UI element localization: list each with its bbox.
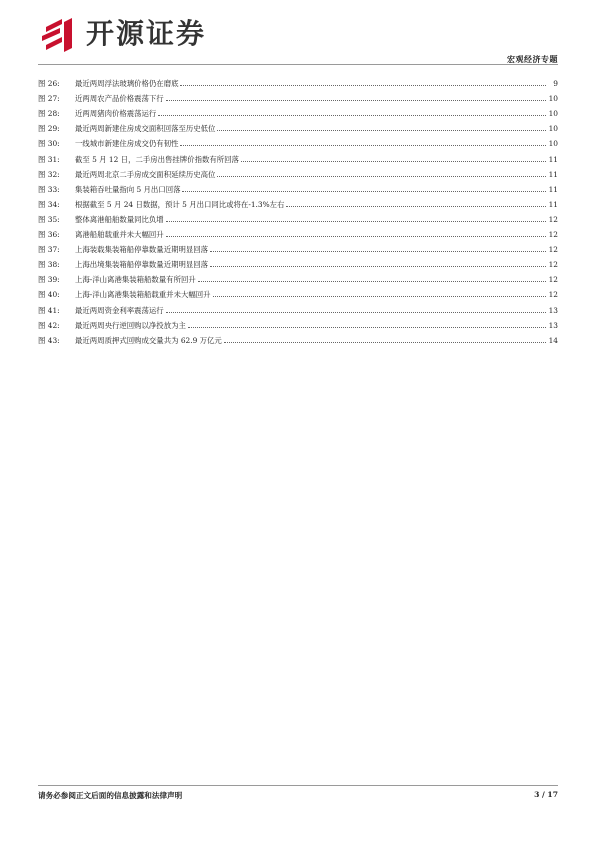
toc-dot-leader [180, 85, 546, 86]
toc-figure-title: 集装箱吞吐量指向 5 月出口回落 [75, 184, 181, 194]
toc-entry[interactable] [38, 118, 558, 133]
toc-entry[interactable] [38, 164, 558, 179]
toc-page-number: 12 [548, 260, 558, 270]
toc-dot-leader [166, 221, 546, 222]
toc-figure-label: 图 33: [38, 184, 60, 194]
toc-page-number: 12 [548, 214, 558, 224]
toc-figure-label: 图 26: [38, 79, 60, 89]
toc-entry[interactable] [38, 284, 558, 299]
toc-figure-title: 最近两周央行逆回购以净投放为主 [75, 320, 186, 330]
toc-figure-label: 图 30: [38, 139, 60, 149]
toc-page-number: 14 [548, 335, 558, 345]
toc-figure-title: 最近两周质押式回购成交量共为 62.9 万亿元 [75, 335, 222, 345]
toc-entry[interactable] [38, 73, 558, 88]
toc-page-number: 10 [548, 94, 558, 104]
toc-entry[interactable] [38, 194, 558, 209]
toc-figure-label: 图 42: [38, 320, 60, 330]
toc-figure-label: 图 38: [38, 260, 60, 270]
toc-entry[interactable] [38, 315, 558, 330]
page-header [38, 14, 558, 62]
toc-page-number: 12 [548, 290, 558, 300]
toc-entry[interactable] [38, 133, 558, 148]
toc-figure-label: 图 32: [38, 169, 60, 179]
toc-dot-leader [217, 130, 546, 131]
toc-dot-leader [166, 312, 546, 313]
toc-dot-leader [217, 176, 546, 177]
toc-entry[interactable] [38, 330, 558, 345]
toc-entry[interactable] [38, 224, 558, 239]
toc-figure-label: 图 28: [38, 109, 60, 119]
toc-dot-leader [198, 281, 546, 282]
header-divider [38, 64, 558, 65]
toc-figure-title: 根据截至 5 月 24 日数据，预计 5 月出口同比或将在-1.3%左右 [75, 199, 285, 209]
toc-page-number: 10 [548, 124, 558, 134]
page-number: 3 / 17 [534, 790, 558, 799]
toc-figure-label: 图 34: [38, 199, 60, 209]
toc-figure-label: 图 43: [38, 335, 60, 345]
toc-page-number: 9 [553, 79, 558, 89]
toc-entry[interactable] [38, 239, 558, 254]
logo-mark-icon [38, 14, 78, 54]
toc-dot-leader [188, 327, 546, 328]
toc-entry[interactable] [38, 299, 558, 314]
footer-disclaimer: 请务必参阅正文后面的信息披露和法律声明 [38, 791, 183, 800]
toc-dot-leader [158, 115, 546, 116]
toc-entry[interactable] [38, 103, 558, 118]
toc-dot-leader [210, 266, 546, 267]
toc-figure-title: 离港船舶载重并未大幅回升 [75, 230, 164, 240]
toc-figure-title: 最近两周资金利率震荡运行 [75, 305, 164, 315]
report-type-label: 宏观经济专题 [507, 54, 558, 64]
toc-figure-label: 图 27: [38, 94, 60, 104]
toc-entry[interactable] [38, 148, 558, 163]
toc-page-number: 11 [548, 184, 558, 194]
toc-figure-title: 最近两周浮法玻璃价格仍在磨底 [75, 79, 179, 89]
toc-figure-label: 图 41: [38, 305, 60, 315]
toc-figure-label: 图 39: [38, 275, 60, 285]
toc-figure-title: 一线城市新建住房成交仍有韧性 [75, 139, 179, 149]
toc-entry[interactable] [38, 88, 558, 103]
toc-figure-label: 图 35: [38, 214, 60, 224]
toc-entry[interactable] [38, 179, 558, 194]
toc-entry[interactable] [38, 209, 558, 224]
figure-index [38, 73, 558, 345]
toc-figure-label: 图 40: [38, 290, 60, 300]
toc-page-number: 13 [548, 320, 558, 330]
toc-entry[interactable] [38, 254, 558, 269]
toc-page-number: 12 [548, 230, 558, 240]
toc-dot-leader [210, 251, 546, 252]
toc-figure-title: 截至 5 月 12 日，二手房出售挂牌价指数有所回落 [75, 154, 239, 164]
toc-figure-title: 近两周农产品价格震荡下行 [75, 94, 164, 104]
toc-figure-title: 最近两周新建住房成交面积回落至历史低位 [75, 124, 216, 134]
brand-logo [38, 14, 238, 54]
brand-name: 开源证券 [86, 17, 207, 50]
toc-page-number: 11 [548, 199, 558, 209]
toc-page-number: 13 [548, 305, 558, 315]
toc-page-number: 10 [548, 139, 558, 149]
toc-figure-title: 上海-洋山离港集装箱船数量有所回升 [75, 275, 196, 285]
footer-divider [38, 785, 558, 786]
toc-entry[interactable] [38, 269, 558, 284]
toc-dot-leader [182, 191, 546, 192]
toc-figure-label: 图 36: [38, 230, 60, 240]
toc-figure-title: 上海装载集装箱船停靠数量近期明显回落 [75, 245, 209, 255]
toc-dot-leader [213, 296, 546, 297]
toc-page-number: 11 [548, 169, 558, 179]
toc-figure-label: 图 37: [38, 245, 60, 255]
toc-figure-title: 近两周猪肉价格震荡运行 [75, 109, 157, 119]
toc-figure-title: 整体离港船舶数量同比负增 [75, 214, 164, 224]
toc-dot-leader [286, 206, 546, 207]
toc-dot-leader [166, 236, 546, 237]
toc-figure-title: 上海出境集装箱船停靠数量近期明显回落 [75, 260, 209, 270]
toc-figure-title: 最近两周北京二手房成交面积延续历史高位 [75, 169, 216, 179]
toc-page-number: 11 [548, 154, 558, 164]
toc-dot-leader [241, 161, 546, 162]
toc-page-number: 12 [548, 275, 558, 285]
toc-page-number: 10 [548, 109, 558, 119]
toc-dot-leader [180, 145, 546, 146]
toc-dot-leader [224, 342, 546, 343]
toc-figure-label: 图 29: [38, 124, 60, 134]
toc-page-number: 12 [548, 245, 558, 255]
toc-dot-leader [166, 100, 546, 101]
toc-figure-title: 上海-洋山离港集装箱船载重并未大幅回升 [75, 290, 211, 300]
toc-figure-label: 图 31: [38, 154, 60, 164]
